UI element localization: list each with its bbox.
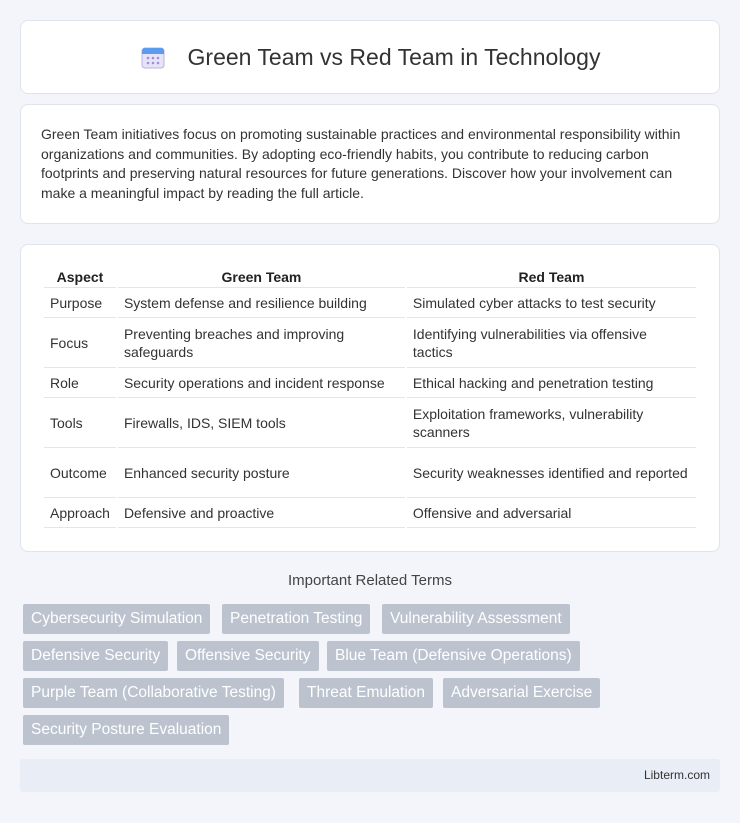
table-row [44,318,696,368]
column-header: Red Team [407,265,696,288]
table-cell: Simulated cyber attacks to test security [407,288,696,318]
table-cell: System defense and resilience building [118,288,405,318]
table-cell: Enhanced security posture [118,448,405,498]
table-cell: Tools [44,398,116,448]
footer [20,759,720,792]
calendar-icon [140,44,166,70]
related-term-tag[interactable]: Offensive Security [177,641,319,671]
footer-site-link[interactable]: Libterm.com [643,768,710,782]
related-term-tag[interactable]: Blue Team (Defensive Operations) [327,641,580,671]
page-title: Green Team vs Red Team in Technology [187,43,601,70]
table-cell: Identifying vulnerabilities via offensive tactics [407,318,696,368]
related-term-tag[interactable]: Threat Emulation [299,678,433,708]
related-term-tag[interactable]: Purple Team (Collaborative Testing) [23,678,284,708]
table-cell: Focus [44,318,116,368]
related-term-tag[interactable]: Adversarial Exercise [443,678,600,708]
table-cell: Firewalls, IDS, SIEM tools [118,398,405,448]
table-cell: Exploitation frameworks, vulnerability scanners [407,398,696,448]
column-header: Green Team [118,265,405,288]
column-header: Aspect [44,265,116,288]
related-terms-title: Important Related Terms [288,572,452,589]
table-row [44,448,696,498]
table-cell: Security weaknesses identified and reported [407,448,696,498]
table-header-row [44,265,696,288]
intro-card [20,104,720,224]
table-cell: Preventing breaches and improving safeguards [118,318,405,368]
table-row [44,368,696,398]
table-cell: Offensive and adversarial [407,498,696,528]
table-cell: Purpose [44,288,116,318]
table-cell: Approach [44,498,116,528]
table-row [44,498,696,528]
table-row [44,288,696,318]
comparison-table [42,265,698,528]
related-term-tag[interactable]: Defensive Security [23,641,168,671]
related-term-tag[interactable]: Penetration Testing [222,604,370,634]
table-cell: Outcome [44,448,116,498]
table-row [44,398,696,448]
comparison-card [20,244,720,552]
related-term-tag[interactable]: Security Posture Evaluation [23,715,229,745]
table-cell: Ethical hacking and penetration testing [407,368,696,398]
table-cell: Security operations and incident response [118,368,405,398]
intro-text: Green Team initiatives focus on promoting sustainable practices and environmental responsibility within organizations and communities. By adopting eco-friendly habits, you contribute to reducing carbon footprints and preserving natural resources for future generations. Discover how your involvement can make a meaningful impact by reading the full article. [41,126,681,201]
related-term-tag[interactable]: Cybersecurity Simulation [23,604,210,634]
header-card [20,20,720,94]
table-cell: Role [44,368,116,398]
table-cell: Defensive and proactive [118,498,405,528]
related-term-tag[interactable]: Vulnerability Assessment [382,604,570,634]
